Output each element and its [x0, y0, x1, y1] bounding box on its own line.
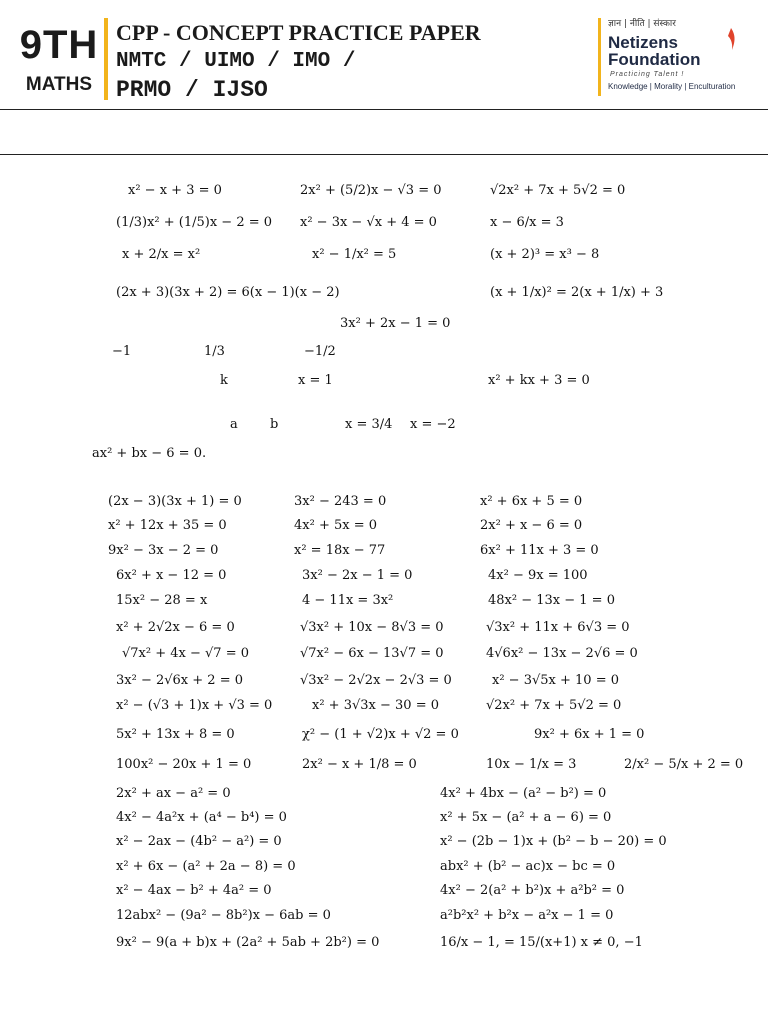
equation: √3x² − 2√2x − 2√3 = 0	[300, 673, 452, 688]
equation: 2x² + (5/2)x − √3 = 0	[300, 183, 442, 198]
logo-divider	[598, 18, 601, 96]
equation: x² − 3x − √x + 4 = 0	[300, 215, 437, 230]
equation: x² − 1/x² = 5	[312, 247, 397, 262]
title-line-2: NMTC / UIMO / IMO /	[116, 50, 356, 73]
equation: 12abx² − (9a² − 8b²)x − 6ab = 0	[116, 908, 331, 923]
equation: x² + 6x + 5 = 0	[480, 494, 583, 509]
equation: √7x² + 4x − √7 = 0	[122, 646, 249, 661]
equation: 2x² + ax − a² = 0	[116, 786, 231, 801]
equation: 9x² − 3x − 2 = 0	[108, 543, 219, 558]
page-header	[0, 0, 768, 110]
equation: (1/3)x² + (1/5)x − 2 = 0	[116, 215, 273, 230]
equation: 4√6x² − 13x − 2√6 = 0	[486, 646, 638, 661]
equation: x² − x + 3 = 0	[128, 183, 222, 198]
equation: abx² + (b² − ac)x − bc = 0	[440, 859, 616, 874]
equation: (2x − 3)(3x + 1) = 0	[108, 494, 242, 509]
equation: 4x² − 4a²x + (a⁴ − b⁴) = 0	[116, 810, 287, 825]
equation: x² + 12x + 35 = 0	[108, 518, 227, 533]
equation: √2x² + 7x + 5√2 = 0	[486, 698, 622, 713]
variable: b	[270, 417, 279, 432]
equation: x = 1	[298, 373, 333, 388]
subject-label: MATHS	[25, 74, 93, 95]
logo-name-line-1: Netizens	[608, 33, 678, 52]
equation: 48x² − 13x − 1 = 0	[488, 593, 615, 608]
netizens-logo	[598, 16, 743, 98]
equation: x² − (2b − 1)x + (b² − b − 20) = 0	[440, 834, 667, 849]
equation: x = −2	[410, 417, 456, 432]
equation: (x + 1/x)² = 2(x + 1/x) + 3	[490, 285, 664, 300]
logo-motto: Knowledge | Morality | Enculturation	[608, 82, 736, 91]
equation: √3x² + 10x − 8√3 = 0	[300, 620, 444, 635]
equation: 3x² + 2x − 1 = 0	[340, 316, 451, 331]
equation: 4x² + 5x = 0	[294, 518, 378, 533]
logo-name-line-2: Foundation	[608, 50, 701, 69]
header-rule	[0, 109, 768, 110]
equation: x² + 5x − (a² + a − 6) = 0	[440, 810, 612, 825]
equation: x² = 18x − 77	[294, 543, 386, 558]
equation: (2x + 3)(3x + 2) = 6(x − 1)(x − 2)	[116, 285, 340, 300]
equation: √7x² − 6x − 13√7 = 0	[300, 646, 444, 661]
equation: 16/x − 1, = 15/(x+1) x ≠ 0, −1	[440, 935, 643, 950]
equation: 2/x² − 5/x + 2 = 0	[624, 757, 744, 772]
equation: x² + 3√3x − 30 = 0	[312, 698, 439, 713]
header-divider	[104, 18, 108, 100]
equation: x − 6/x = 3	[490, 215, 564, 230]
equation: 6x² + 11x + 3 = 0	[480, 543, 599, 558]
equation: a²b²x² + b²x − a²x − 1 = 0	[440, 908, 614, 923]
variable: a	[230, 417, 238, 432]
equation: 4x² − 2(a² + b²)x + a²b² = 0	[440, 883, 625, 898]
equation: 6x² + x − 12 = 0	[116, 568, 227, 583]
flame-icon	[726, 28, 736, 50]
equation: (x + 2)³ = x³ − 8	[490, 247, 600, 262]
equation: √3x² + 11x + 6√3 = 0	[486, 620, 630, 635]
equation: 4x² − 9x = 100	[488, 568, 588, 583]
variable: k	[220, 373, 228, 388]
value: 1/3	[204, 344, 225, 359]
equation: √2x² + 7x + 5√2 = 0	[490, 183, 626, 198]
logo-hindi-text: ज्ञान | नीति | संस्कार	[608, 19, 676, 29]
equation: 100x² − 20x + 1 = 0	[116, 757, 252, 772]
equation: 10x − 1/x = 3	[486, 757, 577, 772]
equation: 9x² − 9(a + b)x + (2a² + 5ab + 2b²) = 0	[116, 935, 380, 950]
equation: x² − 4ax − b² + 4a² = 0	[116, 883, 272, 898]
equation: 3x² − 2√6x + 2 = 0	[116, 673, 243, 688]
equation: x = 3/4	[345, 417, 393, 432]
equation: x² − 2ax − (4b² − a²) = 0	[116, 834, 282, 849]
paper-title	[116, 18, 481, 105]
equation: x² + kx + 3 = 0	[488, 373, 590, 388]
value: −1/2	[304, 344, 336, 359]
equation: x² + 6x − (a² + 2a − 8) = 0	[116, 859, 296, 874]
equation: x + 2/x = x²	[122, 247, 201, 262]
title-line-1: CPP - CONCEPT PRACTICE PAPER	[116, 20, 481, 45]
equation: 4x² + 4bx − (a² − b²) = 0	[440, 786, 607, 801]
grade-block	[18, 24, 100, 96]
equation: 9x² + 6x + 1 = 0	[534, 727, 645, 742]
equation: 15x² − 28 = x	[116, 593, 208, 608]
equation: 3x² − 2x − 1 = 0	[302, 568, 413, 583]
equation: x² − 3√5x + 10 = 0	[492, 673, 619, 688]
equation: x² − (√3 + 1)x + √3 = 0	[116, 698, 273, 713]
equation: ax² + bx − 6 = 0.	[92, 446, 207, 461]
equation: 4 − 11x = 3x²	[302, 593, 394, 608]
equation: 5x² + 13x + 8 = 0	[116, 727, 235, 742]
logo-name	[608, 34, 701, 68]
equation: χ² − (1 + √2)x + √2 = 0	[302, 727, 459, 742]
equation: 2x² − x + 1/8 = 0	[302, 757, 417, 772]
equation: x² + 2√2x − 6 = 0	[116, 620, 235, 635]
grade-label: 9TH	[19, 23, 99, 67]
title-line-3: PRMO / IJSO	[116, 77, 268, 103]
value: −1	[112, 344, 132, 359]
logo-tagline: Practicing Talent !	[610, 71, 685, 78]
equation: 2x² + x − 6 = 0	[480, 518, 583, 533]
equation: 3x² − 243 = 0	[294, 494, 387, 509]
section-rule	[0, 154, 768, 155]
